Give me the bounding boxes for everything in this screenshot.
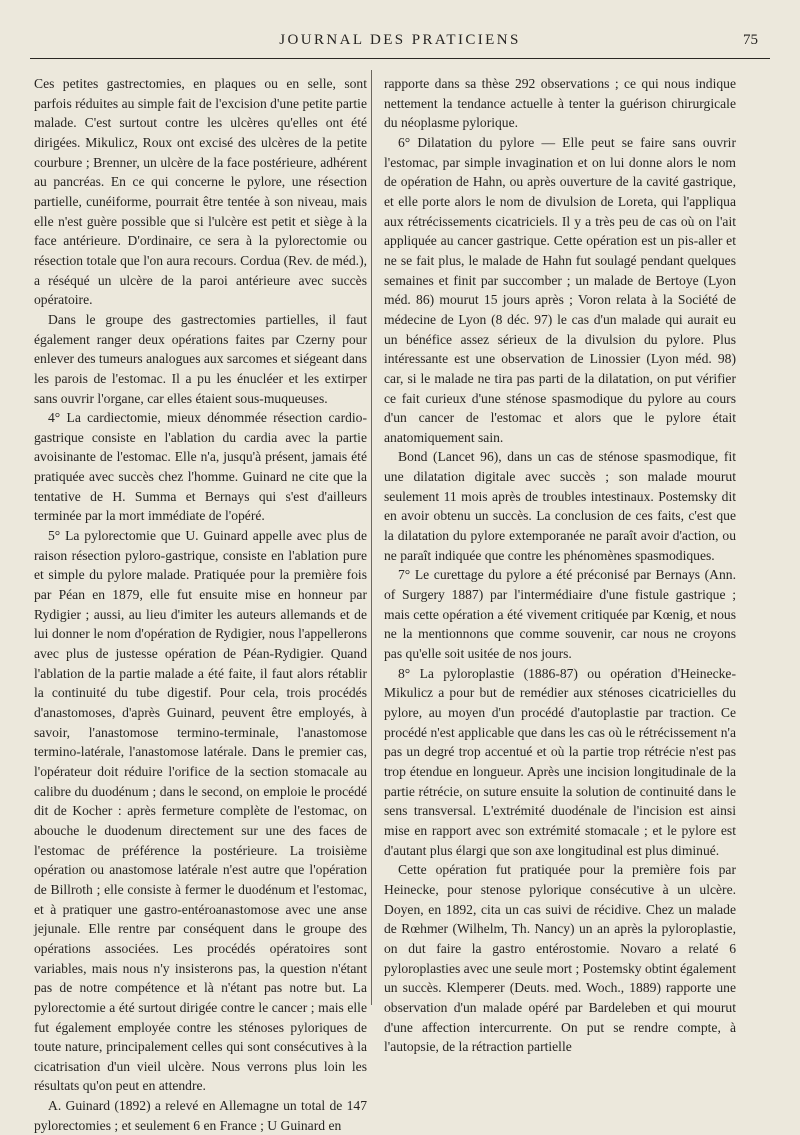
paragraph: 7° Le curettage du pylore a été préconisé par Bernays (Ann. of Surgery 1887) par l'intermédiaire d'une fistule gastrique ; mais cette opération a été vivement critiquée par Kœnig, et nous ne la mentionnons que comme souvenir, car nous ne croyons pas qu'elle soit usitée de nos jours. <box>384 567 736 662</box>
paragraph: Cette opération fut pratiquée pour la première fois par Heinecke, pour stenose pylorique consécutive à un ulcère. Doyen, en 1892, cita un cas suivi de récidive. Chez un malade de Rœhmer (Wilhelm, Th. Nancy) un an après la pyloroplastie, on dut faire la gastro entérostomie. Novaro a relaté 6 pyloroplasties avec une seule mort ; Postemsky obtint également un succès. Klemperer (Deuts. med. Woch., 1889) rapporte une observation d'un malade opéré par Bardeleben et qui mourut d'une affection intercurrente. On put se rendre compte, à l'autopsie, de la rétraction partielle <box>384 862 736 1055</box>
header-rule <box>30 58 770 59</box>
paragraph: A. Guinard (1892) a relevé en Allemagne un total de 147 pylorectomies ; et seulement 6 en France ; U Guinard en <box>34 1098 367 1133</box>
left-column <box>34 74 367 1135</box>
paragraph: 6° Dilatation du pylore — Elle peut se faire sans ouvrir l'estomac, par simple invagination et on lui donne alors le nom de opération de Hahn, ou après ouverture de la cavité gastrique, et elle porte alors le nom de divulsion de Loreta, qui l'appliqua aux rétrécissements cicatriciels. Il y a très peu de cas où on l'ait appliquée au cancer gastrique. Cette opération est un pis-aller et ne se fait plus, le malade de Hahn fut soulagé pendant quelques semaines et finit par succomber ; un malade de Bertoye (Lyon méd. 86) mourut 15 jours après ; Voron relata à la Société de médecine de Lyon (8 déc. 97) le cas d'un malade qui aurait eu un bénéfice assez sérieux de la divulsion du pylore. Plus intéressante est une observation de Linossier (Lyon méd. 98) car, si le malade ne tira pas parti de la dilatation, on put vérifier ce fait curieux d'une sténose spasmodique du pylore au cours d'un cancer de l'estomac et alors que le pylore était anatomiquement sain. <box>384 134 736 445</box>
running-title: JOURNAL DES PRATICIENS <box>279 32 521 48</box>
paragraph: rapporte dans sa thèse 292 observations ; ce qui nous indique nettement la tendance actuelle à tenter la guérison chirurgicale du néoplasme pylorique. <box>384 76 736 131</box>
page-header <box>30 30 770 54</box>
paragraph: 4° La cardiectomie, mieux dénommée résection cardio-gastrique consiste en l'ablation du cardia avec la partie avoisinante de l'estomac. Elle n'a, jusqu'à présent, jamais été pratiquée avec succès chez l'homme. Guinard ne cite que la tentative de H. Summa et Bernays qui s'est d'ailleurs terminée par la mort immédiate de l'opéré. <box>34 410 367 524</box>
right-column <box>384 74 736 1057</box>
paragraph: Ces petites gastrectomies, en plaques ou en selle, sont parfois réduites au simple fait de l'excision d'une petite partie malade. C'est surtout contre les ulcères qu'elles ont été dirigées. Mikulicz, Roux ont excisé des ulcères de la petite courbure ; Brenner, un ulcère de la face postérieure, adhérent au pancréas. En ce qui concerne le pylore, une résection partielle, cunéiforme, pourrait être tentée à son niveau, mais elle n'est guère possible que si l'ulcère est petit et siège à la face antérieure. D'ordinaire, ce sera à la pylorectomie ou résection totale que l'on aura recours. Cordua (Rev. de méd.), a réséqué un ulcère de la paroi antérieure avec succès opératoire. <box>34 76 367 308</box>
paragraph: Bond (Lancet 96), dans un cas de sténose spasmodique, fit une dilatation digitale avec succès ; son malade mourut seulement 11 mois après de troubles intestinaux. Postemsky dit en avoir obtenu un succès. La conclusion de ces faits, c'est que la dilatation du pylore extemporanée ne paraît avoir d'action, ou ne paraît indiquée que contre les phénomènes spasmodiques. <box>384 449 736 563</box>
page-number: 75 <box>743 32 758 48</box>
paragraph: 8° La pyloroplastie (1886-87) ou opération d'Heinecke-Mikulicz a pour but de remédier aux sténoses cicatricielles du pylore, au moyen d'un procédé d'autoplastie par traction. Ce procédé n'est applicable que dans les cas où le rétrécissement n'a pas un degré trop accentué et où la partie trop rétrécie n'est pas trop étendue en longueur. Après une incision longitudinale de la partie rétrécie, on suture ensuite la solution de continuité dans le sens transversal. L'extrémité duodénale de l'incision est ainsi mise en rapport avec son extrémité stomacale ; et le pylore est d'autant plus élargi que son axe longitudinal est plus diminué. <box>384 665 736 858</box>
column-divider <box>371 70 372 1005</box>
paragraph: Dans le groupe des gastrectomies partielles, il faut également ranger deux opérations faites par Czerny pour enlever des tumeurs analogues aux sarcomes et siégeant dans les parois de l'estomac. Il a pu les énucléer et les extirper sans ouvrir l'organe, car elles étaient sous-muqueuses. <box>34 311 367 406</box>
paragraph: 5° La pylorectomie que U. Guinard appelle avec plus de raison résection pyloro-gastrique, consiste en l'ablation pure et simple du pylore malade. Pratiquée pour la première fois par Péan en 1879, elle fut ensuite mise en honneur par Rydigier ; aussi, au lieu d'imiter les auteurs allemands et de lui donner le nom d'opération de Rydigier, nous l'appellerons avec plus de justesse opération de Péan-Rydigier. Quand l'ablation de la partie malade a été faite, il faut alors rétablir la continuité du tube digestif. Pour cela, trois procédés d'anastomoses, d'après Guinard, peuvent être employés, à savoir, l'anastomose termino-terminale, l'anastomose termino-latérale, l'anastomose latérale. Dans le premier cas, l'opérateur doit réduire l'orifice de la section stomacale au calibre du duodénum ; dans le second, on emploie le procédé dit de Kocher : après fermeture complète de l'estomac, on abouche le duodenum directement sur une des faces de l'estomac de préférence la postérieure. La troisième opération ou anastomose latérale n'est autre que l'opération de Billroth ; elle consiste à fermer le duodénum et l'estomac, et à pratiquer une gastro-entéroanastomose avec une anse jejunale. Elle rentre par conséquent dans le groupe des opérations associées. Les procédés opératoires sont variables, mais nous n'y insisterons pas, la question n'étant pas de notre compétence et là n'étant pas notre but. La pylorectomie a été surtout dirigée contre le cancer ; mais elle fut également employée contre les sténoses pyloriques de toute nature, principalement celles qui sont consécutives à la cicatrisation d'un vieil ulcère. Nous verrons plus loin les résultats qu'on peut en attendre. <box>34 528 367 1094</box>
